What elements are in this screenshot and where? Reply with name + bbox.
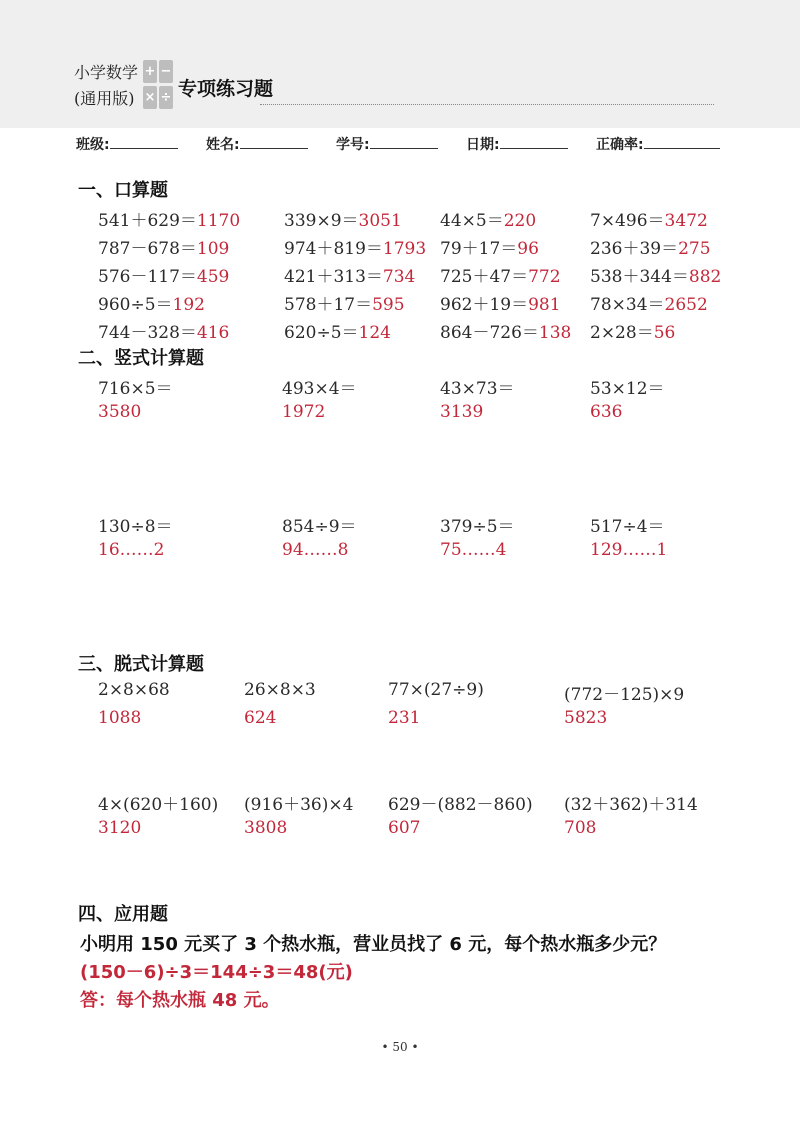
oral-item: [98, 290, 205, 315]
answer-text: 882: [688, 267, 722, 287]
word-problem-answer: 答：每个热水瓶 48 元。: [80, 990, 280, 1011]
date-field: [466, 134, 568, 154]
oral-item: [590, 290, 708, 315]
section4-title: 四、应用题: [78, 904, 168, 925]
date-blank[interactable]: [500, 134, 568, 149]
question-text: 725＋47＝: [440, 267, 529, 287]
class-label: 班级:: [76, 137, 110, 153]
stepwise-answer: 708: [564, 818, 597, 838]
oral-item: [284, 318, 391, 343]
question-text: 2×28＝: [590, 323, 654, 343]
vertical-question: 854÷9＝: [282, 517, 357, 537]
title-divider: [260, 104, 714, 105]
brand-line1: 小学数学: [74, 63, 139, 82]
stepwise-answer: 624: [244, 708, 277, 728]
question-text: 787－678＝: [98, 239, 197, 259]
question-text: 7×496＝: [590, 211, 665, 231]
vertical-answer: 16……2: [98, 540, 165, 560]
vertical-answer: 94……8: [282, 540, 349, 560]
section3-title: 三、脱式计算题: [78, 654, 204, 675]
answer-text: 220: [503, 211, 537, 231]
name-label: 姓名:: [206, 137, 240, 153]
student-id-blank[interactable]: [370, 134, 438, 149]
answer-text: 459: [196, 267, 230, 287]
student-id-label: 学号:: [336, 137, 370, 153]
oral-item: [590, 318, 675, 343]
answer-text: 138: [538, 323, 572, 343]
oral-item: [284, 290, 405, 315]
vertical-question: 493×4＝: [282, 379, 357, 399]
question-text: 44×5＝: [440, 211, 504, 231]
oral-item: [440, 318, 571, 343]
word-problem-solution: (150－6)÷3＝144÷3＝48(元): [80, 962, 353, 983]
vertical-answer: 1972: [282, 402, 326, 422]
question-text: 236＋39＝: [590, 239, 679, 259]
question-text: 962＋19＝: [440, 295, 529, 315]
oral-item: [440, 234, 539, 259]
answer-text: 772: [528, 267, 561, 287]
section1-title: 一、口算题: [78, 180, 168, 201]
oral-item: [590, 262, 721, 287]
answer-text: 192: [172, 295, 205, 315]
word-problem-question: 小明用 150 元买了 3 个热水瓶，营业员找了 6 元，每个热水瓶多少元？: [80, 934, 667, 955]
vertical-question: 517÷4＝: [590, 517, 665, 537]
brand-label: [74, 60, 138, 112]
class-blank[interactable]: [110, 134, 178, 149]
section2-title: 二、竖式计算题: [78, 348, 204, 369]
oral-item: [590, 206, 708, 231]
vertical-question: 716×5＝: [98, 379, 173, 399]
page-number: • 50 •: [381, 1040, 419, 1054]
stepwise-question: 4×(620＋160): [98, 795, 219, 815]
page-title: 专项练习题: [178, 78, 274, 100]
answer-text: 734: [382, 267, 416, 287]
class-field: [76, 134, 178, 154]
answer-text: 109: [196, 239, 230, 259]
oral-item: [98, 262, 229, 287]
oral-item: [590, 234, 711, 259]
minus-icon: −: [159, 60, 173, 83]
vertical-answer: 3580: [98, 402, 142, 422]
vertical-answer: 129……1: [590, 540, 668, 560]
oral-item: [284, 234, 426, 259]
question-text: 538＋344＝: [590, 267, 689, 287]
question-text: 541＋629＝: [98, 211, 197, 231]
answer-text: 124: [358, 323, 391, 343]
vertical-question: 379÷5＝: [440, 517, 515, 537]
stepwise-question: (32＋362)＋314: [564, 795, 698, 815]
plus-icon: +: [143, 60, 157, 83]
answer-text: 416: [196, 323, 230, 343]
name-blank[interactable]: [240, 134, 308, 149]
stepwise-question: 26×8×3: [244, 680, 316, 700]
answer-text: 96: [517, 239, 539, 259]
stepwise-answer: 3120: [98, 818, 142, 838]
question-text: 960÷5＝: [98, 295, 173, 315]
answer-text: 595: [372, 295, 405, 315]
answer-text: 981: [528, 295, 561, 315]
accuracy-label: 正确率:: [596, 137, 644, 153]
multiply-icon: ×: [143, 86, 157, 109]
oral-item: [98, 318, 229, 343]
oral-item: [98, 234, 229, 259]
name-field: [206, 134, 308, 154]
accuracy-field: [596, 134, 720, 154]
accuracy-blank[interactable]: [644, 134, 720, 149]
answer-text: 1793: [382, 239, 427, 259]
vertical-answer: 75……4: [440, 540, 507, 560]
oral-item: [284, 262, 415, 287]
vertical-answer: 636: [590, 402, 623, 422]
oral-item: [284, 206, 402, 231]
answer-text: 1170: [196, 211, 241, 231]
vertical-question: 53×12＝: [590, 379, 665, 399]
vertical-answer: 3139: [440, 402, 484, 422]
oral-item: [440, 290, 561, 315]
answer-text: 56: [653, 323, 676, 343]
question-text: 578＋17＝: [284, 295, 373, 315]
operator-icons: [143, 60, 175, 112]
vertical-question: 43×73＝: [440, 379, 515, 399]
stepwise-question: (916＋36)×4: [244, 795, 354, 815]
oral-item: [98, 206, 240, 231]
stepwise-question: 629－(882－860): [388, 795, 533, 815]
question-text: 421＋313＝: [284, 267, 383, 287]
date-label: 日期:: [466, 137, 500, 153]
stepwise-question: (772－125)×9: [564, 685, 685, 705]
answer-text: 3051: [358, 211, 402, 231]
stepwise-question: 2×8×68: [98, 680, 170, 700]
question-text: 974＋819＝: [284, 239, 383, 259]
stepwise-answer: 607: [388, 818, 421, 838]
question-text: 339×9＝: [284, 211, 359, 231]
stepwise-question: 77×(27÷9): [388, 680, 484, 700]
answer-text: 3472: [664, 211, 708, 231]
student-id-field: [336, 134, 438, 154]
stepwise-answer: 1088: [98, 708, 142, 728]
question-text: 744－328＝: [98, 323, 197, 343]
oral-item: [440, 206, 536, 231]
question-text: 864－726＝: [440, 323, 539, 343]
question-text: 79＋17＝: [440, 239, 518, 259]
question-text: 620÷5＝: [284, 323, 359, 343]
question-text: 78×34＝: [590, 295, 665, 315]
stepwise-answer: 5823: [564, 708, 608, 728]
question-text: 576－117＝: [98, 267, 197, 287]
vertical-question: 130÷8＝: [98, 517, 173, 537]
stepwise-answer: 3808: [244, 818, 288, 838]
brand-line2: (通用版): [74, 89, 135, 108]
answer-text: 2652: [664, 295, 708, 315]
divide-icon: ÷: [159, 86, 173, 109]
oral-item: [440, 262, 561, 287]
stepwise-answer: 231: [388, 708, 421, 728]
answer-text: 275: [678, 239, 711, 259]
